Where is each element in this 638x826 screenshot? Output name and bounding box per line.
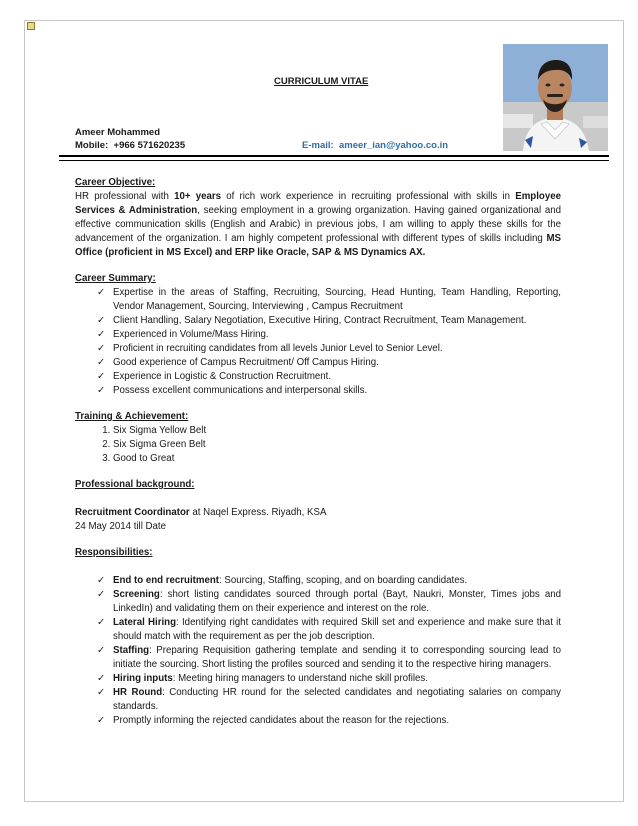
objective-bold: 10+ years: [174, 191, 222, 202]
list-item-text: Experience in Logistic & Construction Recruitment.: [113, 371, 332, 382]
responsibility-text: : Identifying right candidates with required Skill set and experience and make sure that it should match with the requirement as per the job description.: [113, 617, 561, 642]
checkmark-icon: ✓: [97, 673, 106, 684]
professional-background-heading: Professional background:: [75, 479, 195, 490]
list-item: [97, 616, 561, 644]
training-list: [75, 424, 561, 466]
responsibilities-heading: Responsibilities:: [75, 547, 153, 558]
list-item-text: Good experience of Campus Recruitment/ Off Campus Hiring.: [113, 357, 379, 368]
career-objective-text: [75, 190, 561, 260]
checkmark-icon: ✓: [97, 589, 106, 600]
objective-part: , seeking employment in a growing organization. Having gained organizational and effective communication skills (English and Arabic) in previous jobs, I am willing to apply these skills for the advancement of the organization. I am highly competent professional with different types of skills including: [75, 205, 561, 244]
list-item: [97, 714, 561, 728]
job-company: at Naqel Express. Riyadh, KSA: [189, 507, 327, 518]
career-objective-heading: Career Objective:: [75, 177, 156, 188]
checkmark-icon: ✓: [97, 575, 106, 586]
list-item: [97, 644, 561, 672]
checkmark-icon: ✓: [97, 617, 106, 628]
list-item-text: Experienced in Volume/Mass Hiring.: [113, 329, 269, 340]
list-item: [97, 384, 561, 398]
job-role: Recruitment Coordinator: [75, 507, 190, 518]
responsibility-text: : Conducting HR round for the selected candidates and negotiating salaries on company standards.: [113, 687, 561, 712]
profile-photo-illustration: [503, 44, 608, 151]
checkmark-icon: ✓: [97, 715, 106, 726]
email-label: E-mail:: [302, 140, 334, 151]
responsibility-label: End to end recruitment: [113, 575, 220, 586]
candidate-name: Ameer Mohammed: [75, 127, 160, 138]
document-title: CURRICULUM VITAE: [274, 76, 369, 87]
list-item-text: Proficient in recruiting candidates from all levels Junior Level to Senior Level.: [113, 343, 443, 354]
responsibility-label: Hiring inputs: [113, 673, 173, 684]
job-title-line: [75, 506, 561, 520]
header-divider: [59, 155, 609, 157]
list-item: [97, 342, 561, 356]
anchor-icon: [27, 22, 35, 30]
responsibility-label: Screening: [113, 589, 160, 600]
resume-body: [75, 176, 561, 728]
responsibility-text: : Sourcing, Staffing, scoping, and on boarding candidates.: [219, 575, 468, 586]
responsibility-text: : short listing candidates sourced through portal (Bayt, Naukri, Monster, Times jobs and LinkedIn) and validating them on their experience and interest on the role.: [113, 589, 561, 614]
checkmark-icon: ✓: [97, 357, 106, 368]
list-item: [97, 314, 561, 328]
list-item: [97, 588, 561, 616]
career-summary-list: [75, 286, 561, 398]
objective-part: HR professional with: [75, 191, 175, 202]
list-item-text: Expertise in the areas of Staffing, Recruiting, Sourcing, Head Hunting, Team Handling, Reporting, Vendor Management, Sourcing, Interviewing , Campus Recruitment: [113, 287, 561, 312]
list-item: [97, 286, 561, 314]
responsibilities-list: [75, 574, 561, 728]
list-item: [97, 328, 561, 342]
list-item: 3. Good to Great: [113, 452, 561, 466]
checkmark-icon: ✓: [97, 343, 106, 354]
email-line: [302, 140, 448, 151]
responsibility-text: : Preparing Requisition gathering template and sending it to corresponding sourcing lead to initiate the sourcing. Short listing the profiles sourced and sending it to the respective hiring managers.: [113, 645, 561, 670]
list-item: 2. Six Sigma Green Belt: [113, 438, 561, 452]
responsibility-text: Promptly informing the rejected candidates about the reason for the rejections.: [113, 715, 450, 726]
profile-photo: [503, 44, 608, 151]
list-item: [97, 686, 561, 714]
list-item: [97, 672, 561, 686]
responsibility-label: Staffing: [113, 645, 150, 656]
mobile-number: +966 571620235: [113, 140, 186, 151]
checkmark-icon: ✓: [97, 329, 106, 340]
checkmark-icon: ✓: [97, 371, 106, 382]
list-item-text: Possess excellent communications and interpersonal skills.: [113, 385, 368, 396]
job-dates: 24 May 2014 till Date: [75, 521, 167, 532]
training-heading: Training & Achievement:: [75, 411, 189, 422]
list-item: [97, 356, 561, 370]
email-address[interactable]: ameer_ian@yahoo.co.in: [338, 140, 449, 151]
list-item: [97, 370, 561, 384]
checkmark-icon: ✓: [97, 385, 106, 396]
list-item: [97, 574, 561, 588]
checkmark-icon: ✓: [97, 287, 106, 298]
mobile-line: [75, 140, 185, 151]
list-item: 1. Six Sigma Yellow Belt: [113, 424, 561, 438]
responsibility-label: Lateral Hiring: [113, 617, 177, 628]
checkmark-icon: ✓: [97, 315, 106, 326]
responsibility-label: HR Round: [113, 687, 163, 698]
career-summary-heading: Career Summary:: [75, 273, 156, 284]
responsibility-text: : Meeting hiring managers to understand niche skill profiles.: [172, 673, 428, 684]
mobile-label: Mobile:: [75, 140, 109, 151]
header-divider-thin: [59, 160, 609, 161]
objective-bold: MS Office (proficient in MS Excel) and ERP like Oracle, SAP & MS Dynamics AX.: [75, 233, 561, 258]
list-item-text: Client Handling, Salary Negotiation, Executive Hiring, Contract Recruitment, Team Management.: [113, 315, 527, 326]
objective-part: of rich work experience in recruiting professional with skills in: [221, 191, 516, 202]
checkmark-icon: ✓: [97, 687, 106, 698]
objective-bold: Employee Services & Administration: [75, 191, 561, 216]
checkmark-icon: ✓: [97, 645, 106, 656]
